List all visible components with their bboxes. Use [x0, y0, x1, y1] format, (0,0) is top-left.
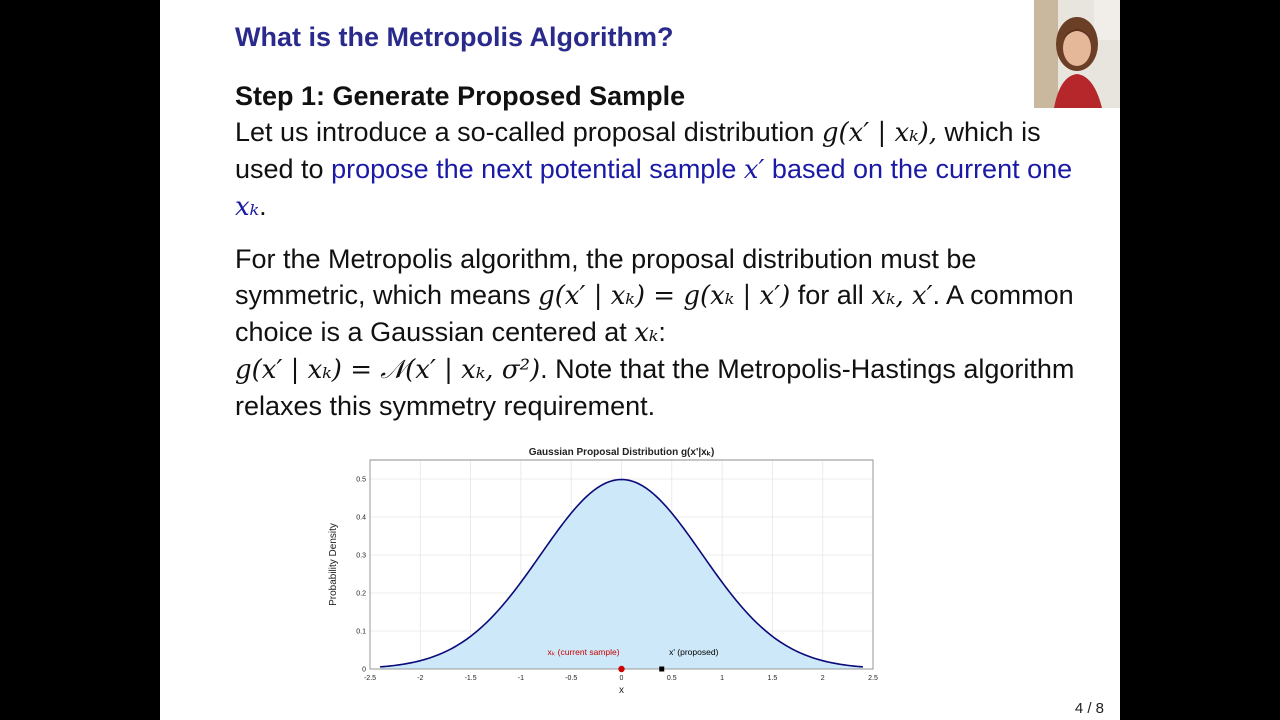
p1-blue-text2: based on the current one	[764, 154, 1073, 184]
chart-title: Gaussian Proposal Distribution g(x'|xₖ)	[528, 447, 715, 458]
slide	[160, 0, 1120, 720]
page-number: 4 / 8	[1074, 700, 1104, 717]
p2-text-d: :	[658, 317, 666, 347]
slide-body	[235, 78, 1075, 424]
p1-math-a: g(x′ | xₖ),	[821, 118, 938, 148]
paragraph-symmetry	[235, 241, 1075, 424]
p2-text-a: For the Metropolis algorithm, the proposal distribution must be symmetric, which means	[235, 244, 977, 310]
chart-xlabel: x	[619, 685, 624, 696]
p1-text-b: which is used to	[235, 117, 1041, 184]
x-tick-label: 2	[820, 675, 825, 682]
y-tick-label: 0.1	[356, 628, 366, 636]
y-tick-label: 0.4	[356, 514, 366, 522]
p2-math-b: xₖ, x′	[871, 281, 933, 311]
p1-blue-text: propose the next potential sample	[331, 154, 744, 184]
x-tick-label: -2.5	[363, 675, 377, 682]
y-tick-label: 0	[362, 666, 366, 674]
x-tick-label: -0.5	[565, 675, 578, 682]
p1-end: .	[259, 191, 267, 221]
current-sample-label: xₖ (current sample)	[547, 647, 620, 657]
x-tick-label: 0	[619, 675, 624, 682]
x-tick-label: 1	[720, 675, 725, 682]
chart-ylabel: Probability Density	[328, 523, 339, 606]
p1-math-b: x′	[743, 155, 765, 185]
x-tick-label: -1.5	[464, 675, 477, 682]
p2-text-e: . Note that the Metropolis-Hastings algorithm relaxes this symmetry requirement.	[235, 354, 1075, 421]
step-heading: Step 1: Generate Proposed Sample	[235, 81, 686, 111]
p2-math-a: g(x′ | xₖ) = g(xₖ | x′)	[538, 281, 791, 311]
x-tick-label: -1	[517, 675, 525, 682]
webcam-presenter-image	[1034, 0, 1120, 108]
x-tick-label: 2.5	[868, 675, 878, 682]
paragraph-proposal	[235, 114, 1075, 225]
p2-math-c: xₖ	[634, 318, 659, 348]
p1-text-a: Let us introduce a so-called proposal distribution	[235, 117, 822, 147]
p2-text-b: for all	[790, 280, 872, 310]
x-tick-label: -2	[417, 675, 424, 682]
y-tick-label: 0.3	[356, 552, 366, 560]
p1-math-c: xₖ	[235, 192, 260, 222]
proposed-sample-point	[659, 667, 664, 672]
gaussian-chart	[328, 440, 930, 698]
proposed-sample-label: x' (proposed)	[669, 647, 719, 657]
x-tick-label: 1.5	[767, 675, 778, 682]
slide-title: What is the Metropolis Algorithm?	[235, 22, 674, 52]
p2-text-c: . A common choice is a Gaussian centered at	[235, 280, 1074, 347]
y-tick-label: 0.2	[356, 590, 366, 598]
y-tick-label: 0.5	[356, 476, 366, 484]
p2-math-d: g(x′ | xₖ) = 𝒩(x′ | xₖ, σ²)	[235, 355, 541, 385]
current-sample-point	[618, 666, 624, 672]
x-tick-label: 0.5	[666, 675, 677, 682]
plot-area	[356, 460, 878, 682]
